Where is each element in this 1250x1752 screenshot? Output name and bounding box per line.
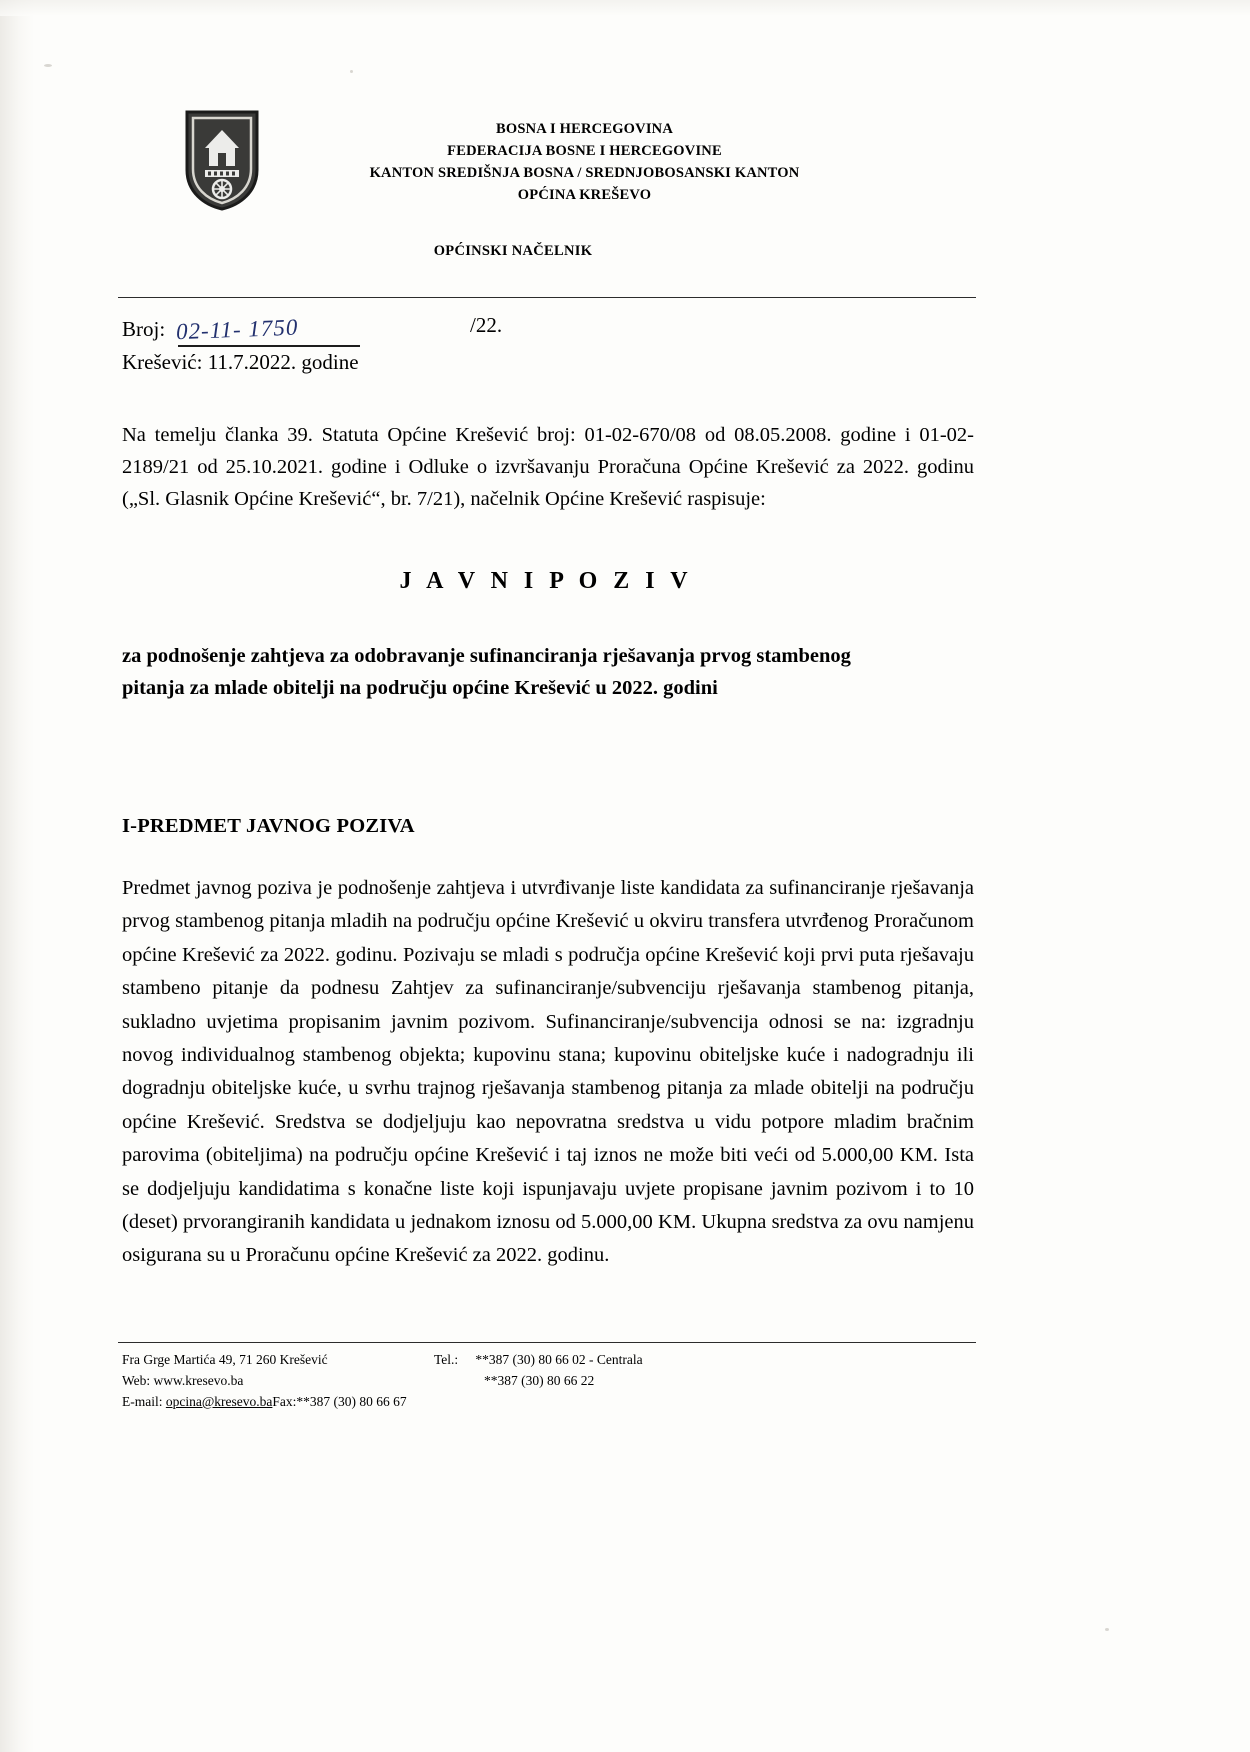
document-subtitle-line-2: pitanja za mlade obitelji na području općine Krešević u 2022. godini	[122, 676, 718, 699]
letterhead-text	[261, 108, 978, 206]
document-title: J A V N I P O Z I V	[399, 568, 693, 594]
reference-number-suffix: /22.	[470, 313, 503, 337]
reference-number-handwritten: 02-11- 1750	[175, 314, 300, 345]
scan-edge-shadow-top	[0, 0, 1250, 16]
reference-number-underline	[178, 345, 360, 347]
letterhead-line-2: FEDERACIJA BOSNE I HERCEGOVINE	[447, 143, 722, 160]
footer-divider	[118, 1342, 976, 1343]
scan-speck	[1105, 1628, 1109, 1631]
letterhead-line-3: KANTON SREDIŠNJA BOSNA / SREDNJOBOSANSKI KANTON	[369, 165, 800, 182]
header-divider	[118, 297, 976, 298]
footer-phone-column	[434, 1350, 854, 1392]
office-title: OPĆINSKI NAČELNIK	[433, 243, 593, 259]
footer-web-value: www.kresevo.ba	[153, 1372, 244, 1388]
reference-number-label: Broj:	[122, 317, 166, 341]
coat-of-arms-icon	[183, 108, 261, 212]
footer-email-label: E-mail:	[122, 1393, 163, 1409]
section-heading: I-PREDMET JAVNOG POZIVA	[122, 815, 415, 837]
scan-speck	[350, 70, 353, 73]
footer-tel-label: Tel.:	[434, 1352, 459, 1367]
footer-fax-label: Fax:	[272, 1393, 297, 1409]
footer-tel-primary: **387 (30) 80 66 02 - Centrala	[475, 1352, 643, 1367]
footer-address: Fra Grge Martića 49, 71 260 Krešević	[122, 1352, 328, 1367]
document-subtitle-line-1: za podnošenje zahtjeva za odobravanje sufinanciranja rješavanja prvog stambenog	[122, 645, 851, 667]
footer-fax-value: **387 (30) 80 66 67	[296, 1393, 407, 1409]
place-date: Krešević: 11.7.2022. godine	[122, 350, 359, 374]
legal-basis-paragraph: Na temelju članka 39. Statuta Općine Krešević broj: 01-02-670/08 od 08.05.2008. godine i 01-02-2189/21 od 25.10.2021. godine i Odluke o izvršavanju Proračuna Općine Krešević za 2022. godinu („Sl. Glasnik Općine Krešević“, br. 7/21), načelnik Općine Krešević raspisuje:	[122, 424, 974, 510]
reference-number-row	[122, 313, 352, 345]
footer-contact-column	[122, 1350, 462, 1413]
footer-tel-secondary: **387 (30) 80 66 22	[484, 1372, 595, 1388]
scan-speck	[44, 64, 52, 67]
document-subtitle	[122, 641, 974, 705]
scan-edge-shadow	[0, 0, 34, 1752]
section-body-paragraph: Predmet javnog poziva je podnošenje zahtjeva i utvrđivanje liste kandidata za sufinanciranje rješavanja prvog stambenog pitanja mladih na području općine Krešević u okviru transfera utvrđenog Proračunom općine Krešević za 2022. godinu. Pozivaju se mladi s područja općine Krešević koji prvi puta rješavaju stambeno pitanje da podnesu Zahtjev za sufinanciranje/subvenciju rješavanja stambenog pitanja, sukladno uvjetima propisanim javnim pozivom. Sufinanciranje/subvencija odnosi se na: izgradnju novog individualnog stambenog objekta; kupovinu stana; kupovinu obiteljske kuće i nadogradnju ili dogradnju obiteljske kuće, u svrhu trajnog rješavanja stambenog pitanja za mlade obitelji na području općine Krešević. Sredstva se dodjeljuju kao nepovratna sredstva u vidu potpore mladim bračnim parovima (obiteljima) na području općine Krešević i taj iznos ne može biti veći od 5.000,00 KM. Ista se dodjeljuju kandidatima s konačne liste koji ispunjavaju uvjete propisane javnim pozivom i to 10 (deset) prvorangiranih kandidata u jednakom iznosu od 5.000,00 KM. Ukupna sredstva za ovu namjenu osigurana su u Proračunu općine Krešević za 2022. godinu.	[122, 877, 974, 1267]
letterhead	[118, 108, 978, 212]
footer-web-label: Web:	[122, 1372, 151, 1388]
letterhead-line-1: BOSNA I HERCEGOVINA	[495, 121, 674, 137]
footer-email-value[interactable]: opcina@kresevo.ba	[165, 1393, 273, 1409]
letterhead-line-4: OPĆINA KREŠEVO	[517, 187, 652, 204]
